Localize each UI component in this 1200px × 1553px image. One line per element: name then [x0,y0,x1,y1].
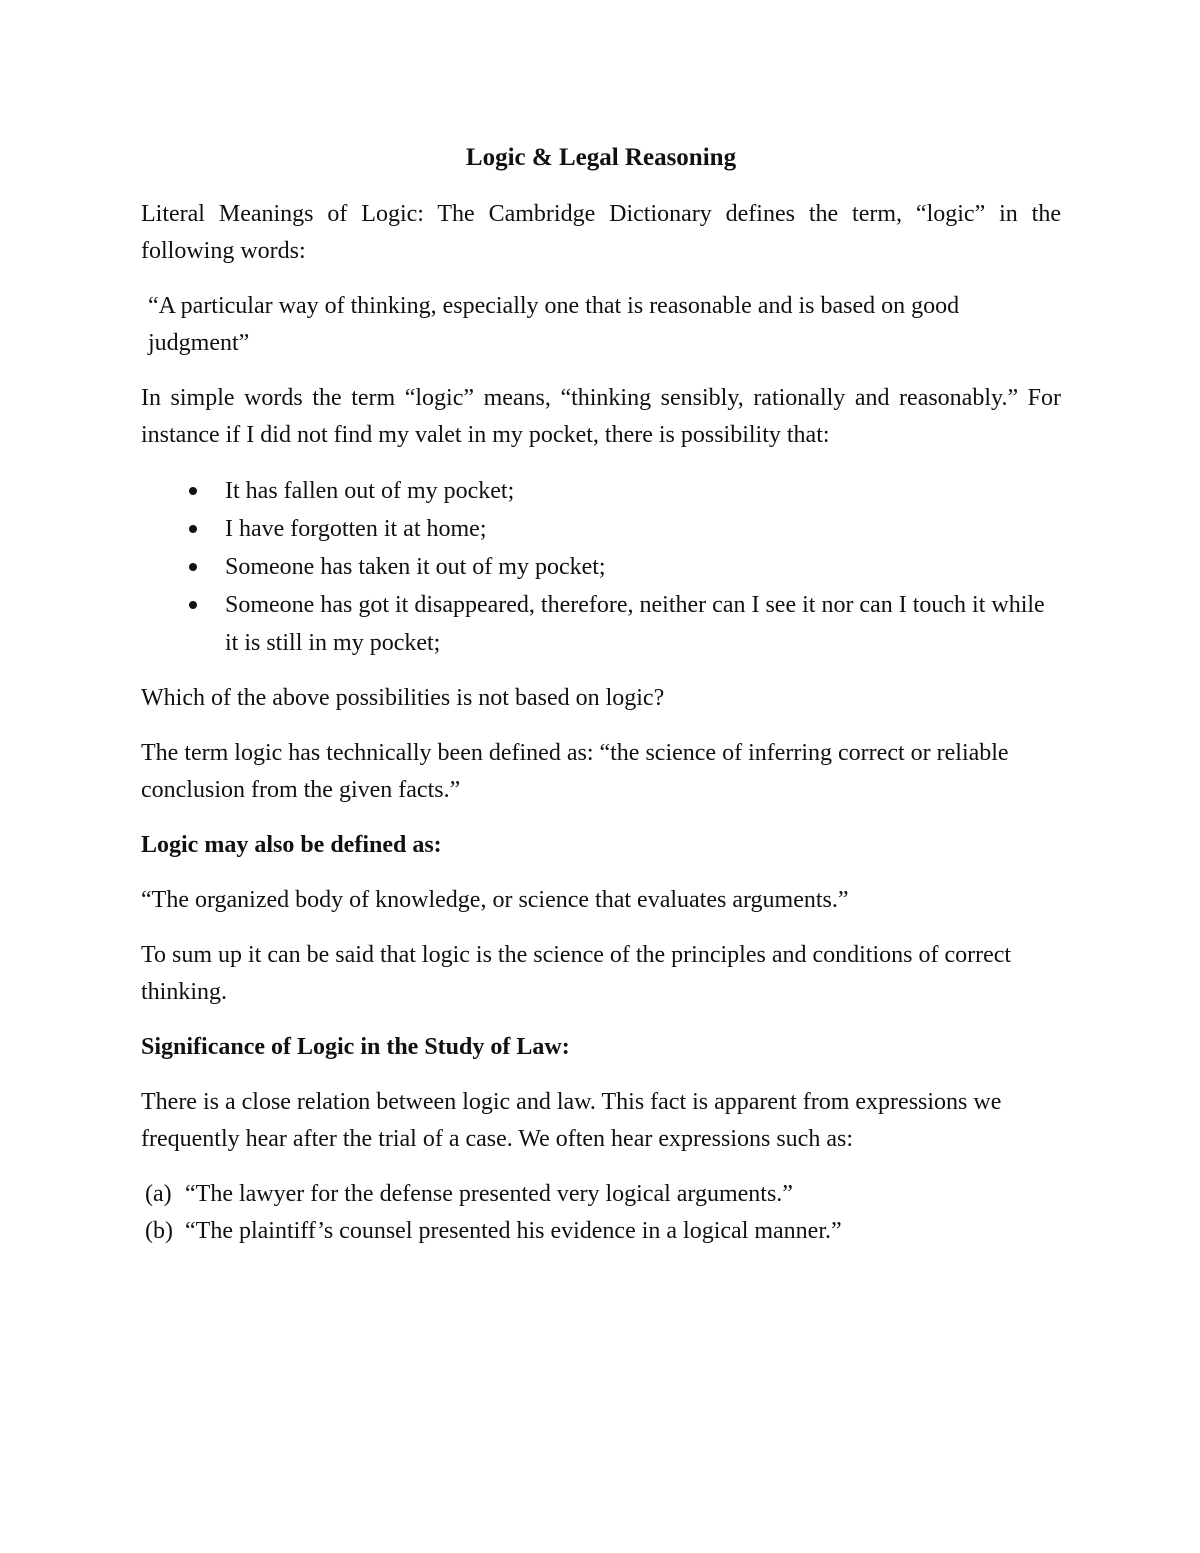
list-item-text: Someone has got it disappeared, therefore, neither can I see it nor can I touch it while it is still in my pocket; [225,592,1045,656]
also-defined-heading: Logic may also be defined as: [141,832,442,858]
list-item [141,1213,1061,1250]
intro-paragraph: Literal Meanings of Logic: The Cambridge Dictionary defines the term, “logic” in the following words: [141,201,1061,264]
example-text: “The plaintiff’s counsel presented his evidence in a logical manner.” [185,1218,842,1244]
example-marker: (b) [145,1218,173,1244]
bullet-icon [189,487,197,495]
also-defined-quote: “The organized body of knowledge, or science that evaluates arguments.” [141,887,849,913]
list-item [141,472,1061,510]
question-paragraph: Which of the above possibilities is not based on logic? [141,685,665,711]
example-text: “The lawyer for the defense presented very logical arguments.” [185,1181,793,1207]
simple-words-paragraph: In simple words the term “logic” means, “thinking sensibly, rationally and reasonably.” For instance if I did not find my valet in my pocket, there is possibility that: [141,385,1061,448]
bullet-icon [189,601,197,609]
dictionary-quote: “A particular way of thinking, especially one that is reasonable and is based on good judgment” [148,293,960,356]
list-item-text: I have forgotten it at home; [225,516,487,542]
bullet-icon [189,563,197,571]
list-item [141,586,1061,662]
document-title: Logic & Legal Reasoning [465,144,737,171]
list-item [141,1176,1061,1213]
list-item-text: Someone has taken it out of my pocket; [225,554,606,580]
list-item [141,548,1061,586]
technical-definition-paragraph: The term logic has technically been defined as: “the science of inferring correct or reliable conclusion from the given facts.” [141,740,1009,803]
sum-up-paragraph: To sum up it can be said that logic is the science of the principles and conditions of correct thinking. [141,942,1012,1005]
possibilities-list [141,472,1061,662]
examples-list [141,1176,1061,1250]
example-marker: (a) [145,1181,172,1207]
list-item [141,510,1061,548]
significance-paragraph: There is a close relation between logic and law. This fact is apparent from expressions we frequently hear after the trial of a case. We often hear expressions such as: [141,1089,1002,1152]
bullet-icon [189,525,197,533]
document-page [141,138,1061,1250]
list-item-text: It has fallen out of my pocket; [225,478,515,504]
significance-heading: Significance of Logic in the Study of Law: [141,1034,570,1060]
